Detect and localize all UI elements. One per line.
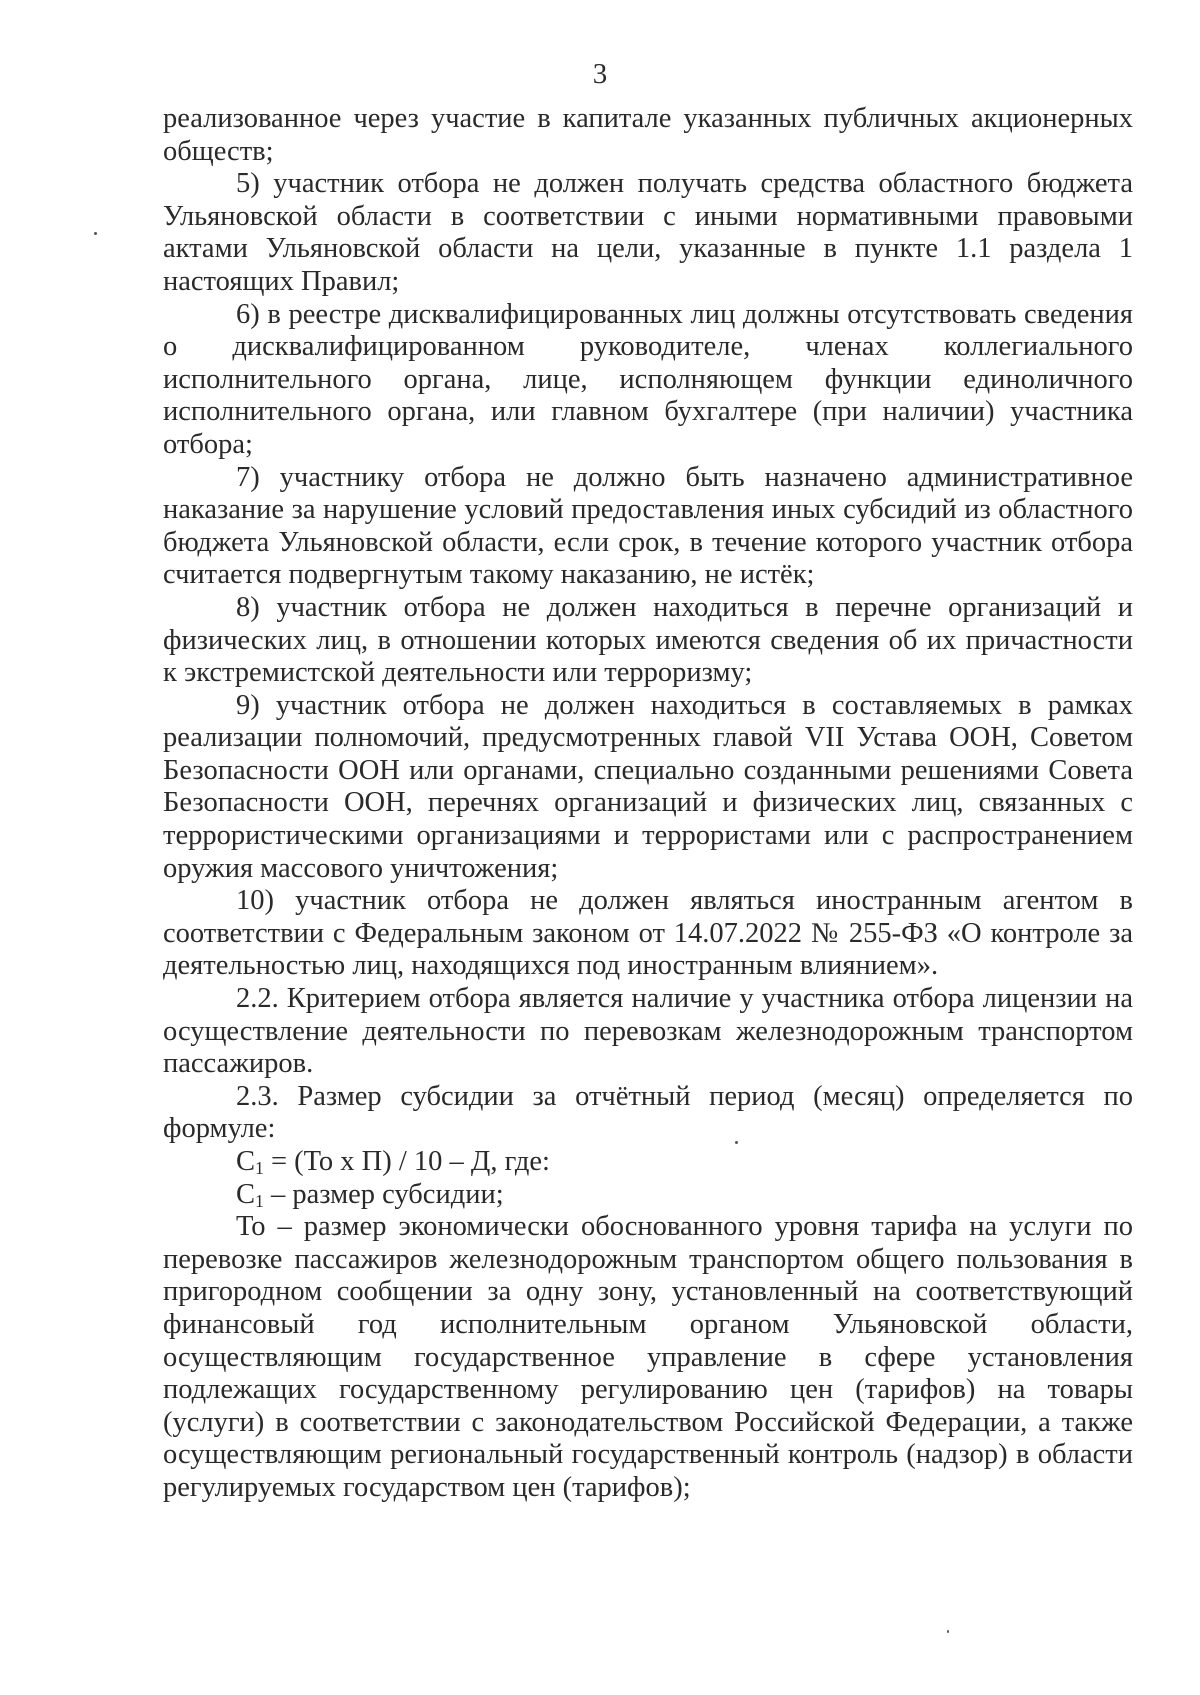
formula-subscript: 1 — [255, 1157, 264, 1178]
paragraph-item-10: 10) участник отбора не должен являться иностранным агентом в соответствии с Федеральным законом от 14.07.2022 № 255-ФЗ «О контроле за деятельностью лиц, находящихся под иностранным влиянием». — [163, 885, 1133, 982]
definition-c1-text: – размер субсидии; — [263, 1178, 504, 1210]
page-number: 3 — [592, 58, 608, 90]
scan-speck — [94, 232, 97, 235]
subsidy-formula — [163, 1146, 1133, 1179]
definition-to: То – размер экономически обоснованного уровня тарифа на услуги по перевозке пассажиров железнодорожным транспортом общего пользования в пригородном сообщении за одну зону, установленный на соответствующий финансовый год исполнительным органом Ульяновской области, осуществляющим государственное управление в сфере установления подлежащих государственному регулированию цен (тарифов) на товары (услуги) в соответствии с законодательством Российской Федерации, а также осуществляющим региональный государственный контроль (надзор) в области регулируемых государством цен (тарифов); — [163, 1211, 1133, 1503]
document-body — [163, 103, 1133, 1505]
paragraph-item-8: 8) участник отбора не должен находиться в перечне организаций и физических лиц, в отношении которых имеются сведения об их причастности к экстремистской деятельности или терроризму; — [163, 591, 1133, 689]
definition-c1 — [163, 1179, 1133, 1212]
definition-c1-subscript: 1 — [255, 1190, 264, 1211]
paragraph-item-5: 5) участник отбора не должен получать средства областного бюджета Ульяновской области в соответствии с иными нормативными правовыми актами Ульяновской области на цели, указанные в пункте 1.1 раздела 1 настоящих Правил; — [163, 168, 1133, 297]
paragraph-item-6: 6) в реестре дисквалифицированных лиц должны отсутствовать сведения о дисквалифицированном руководителе, членах коллегиального исполнительного органа, лице, исполняющем функции единоличного исполнительного органа, или главном бухгалтере (при наличии) участника отбора; — [163, 298, 1133, 460]
paragraph-section-2-3: 2.3. Размер субсидии за отчётный период (месяц) определяется по формуле: — [163, 1080, 1133, 1145]
paragraph-continuation: реализованное через участие в капитале указанных публичных акционерных обществ; — [163, 103, 1133, 167]
formula-expression: = (То х П) / 10 – Д, где: — [263, 1146, 550, 1177]
paragraph-item-9: 9) участник отбора не должен находиться в составляемых в рамках реализации полномочий, предусмотренных главой VII Устава ООН, Советом Безопасности ООН или органами, специально созданными решениями Совета Безопасности ООН, перечнях организаций и физических лиц, связанных с террористическими организациями и террористами или с распространением оружия массового уничтожения; — [163, 689, 1133, 884]
paragraph-item-7: 7) участнику отбора не должно быть назначено административное наказание за нарушение условий предоставления иных субсидий из областного бюджета Ульяновской области, если срок, в течение которого участник отбора считается подвергнутым такому наказанию, не истёк; — [163, 461, 1133, 591]
scan-speck — [735, 1141, 738, 1144]
scan-speck — [947, 1630, 949, 1633]
definition-c1-symbol: С — [236, 1178, 256, 1210]
formula-symbol: С — [236, 1146, 256, 1177]
paragraph-section-2-2: 2.2. Критерием отбора является наличие у участника отбора лицензии на осуществление деятельности по перевозкам железнодорожным транспортом пассажиров. — [163, 983, 1133, 1080]
